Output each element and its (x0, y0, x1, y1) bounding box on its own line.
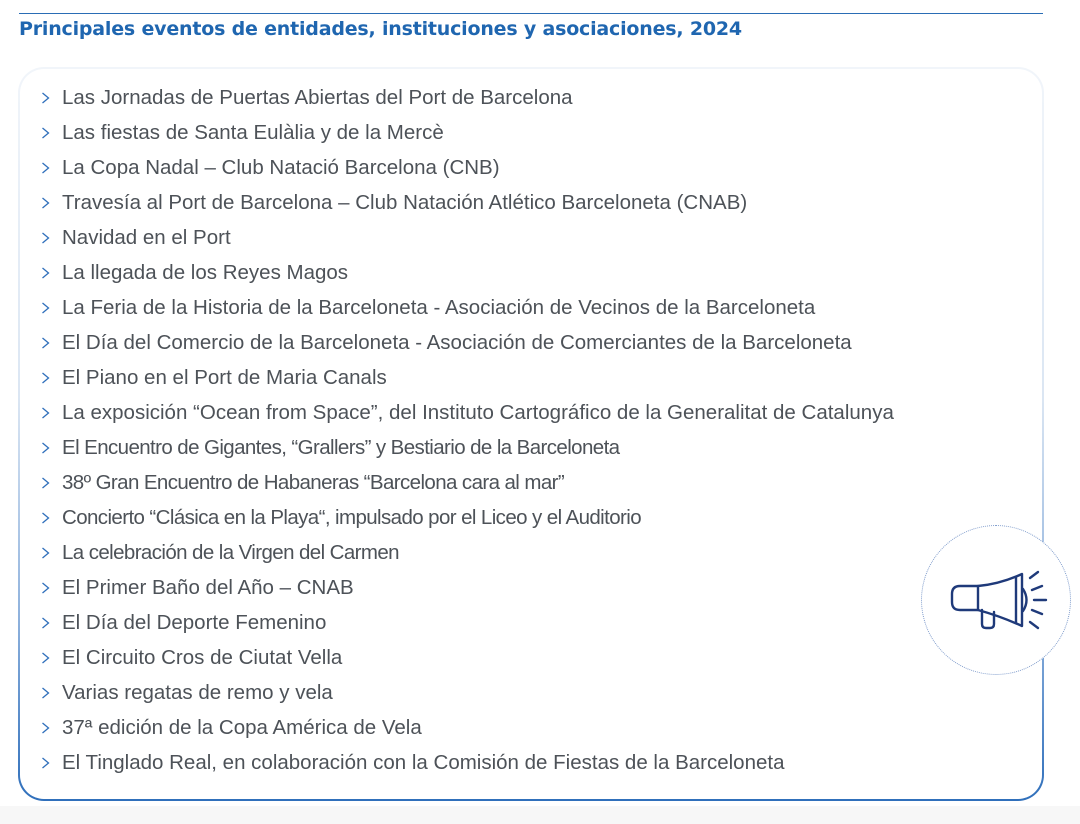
list-item (41, 745, 894, 780)
list-item (41, 640, 894, 675)
chevron-right-icon (41, 477, 62, 489)
event-label: El Tinglado Real, en colaboración con la Comisión de Fiestas de la Barceloneta (62, 750, 785, 774)
list-item (41, 710, 894, 745)
list-item (41, 255, 894, 290)
chevron-right-icon (41, 652, 62, 664)
list-item (41, 115, 894, 150)
chevron-right-icon (41, 687, 62, 699)
chevron-right-icon (41, 267, 62, 279)
events-list (41, 80, 894, 780)
event-label: Concierto “Clásica en la Playa“, impulsado por el Liceo y el Auditorio (62, 505, 642, 529)
event-label: Navidad en el Port (62, 225, 231, 249)
chevron-right-icon (41, 127, 62, 139)
list-item (41, 500, 894, 535)
top-divider (19, 13, 1043, 14)
chevron-right-icon (41, 722, 62, 734)
event-label: 37ª edición de la Copa América de Vela (62, 715, 422, 739)
page-footer-strip (0, 806, 1080, 824)
list-item (41, 430, 894, 465)
list-item (41, 150, 894, 185)
chevron-right-icon (41, 197, 62, 209)
chevron-right-icon (41, 582, 62, 594)
event-label: Varias regatas de remo y vela (62, 680, 333, 704)
event-label: 38º Gran Encuentro de Habaneras “Barcelona cara al mar” (62, 470, 565, 494)
chevron-right-icon (41, 617, 62, 629)
event-label: Travesía al Port de Barcelona – Club Natación Atlético Barceloneta (CNAB) (62, 190, 748, 214)
event-label: La celebración de la Virgen del Carmen (62, 540, 399, 564)
event-label: La exposición “Ocean from Space”, del Instituto Cartográfico de la Generalitat de Catalunya (62, 400, 894, 424)
chevron-right-icon (41, 757, 62, 769)
list-item (41, 325, 894, 360)
event-label: El Encuentro de Gigantes, “Grallers” y Bestiario de la Barceloneta (62, 435, 620, 459)
chevron-right-icon (41, 512, 62, 524)
megaphone-icon (944, 564, 1048, 636)
chevron-right-icon (41, 337, 62, 349)
event-label: La Feria de la Historia de la Barceloneta - Asociación de Vecinos de la Barceloneta (62, 295, 816, 319)
page-title: Principales eventos de entidades, instituciones y asociaciones, 2024 (19, 18, 742, 40)
list-item (41, 570, 894, 605)
list-item (41, 465, 894, 500)
event-label: Las fiestas de Santa Eulàlia y de la Mercè (62, 120, 444, 144)
list-item (41, 290, 894, 325)
list-item (41, 360, 894, 395)
list-item (41, 220, 894, 255)
list-item (41, 80, 894, 115)
chevron-right-icon (41, 547, 62, 559)
list-item (41, 395, 894, 430)
list-item (41, 675, 894, 710)
megaphone-badge (921, 525, 1071, 675)
chevron-right-icon (41, 372, 62, 384)
chevron-right-icon (41, 162, 62, 174)
list-item (41, 185, 894, 220)
chevron-right-icon (41, 232, 62, 244)
event-label: El Circuito Cros de Ciutat Vella (62, 645, 343, 669)
event-label: La llegada de los Reyes Magos (62, 260, 349, 284)
chevron-right-icon (41, 302, 62, 314)
chevron-right-icon (41, 92, 62, 104)
list-item (41, 535, 894, 570)
event-label: El Día del Deporte Femenino (62, 610, 327, 634)
event-label: El Piano en el Port de Maria Canals (62, 365, 387, 389)
event-label: Las Jornadas de Puertas Abiertas del Port de Barcelona (62, 85, 573, 109)
chevron-right-icon (41, 407, 62, 419)
event-label: El Primer Baño del Año – CNAB (62, 575, 354, 599)
chevron-right-icon (41, 442, 62, 454)
event-label: El Día del Comercio de la Barceloneta - Asociación de Comerciantes de la Barceloneta (62, 330, 852, 354)
list-item (41, 605, 894, 640)
event-label: La Copa Nadal – Club Natació Barcelona (CNB) (62, 155, 500, 179)
